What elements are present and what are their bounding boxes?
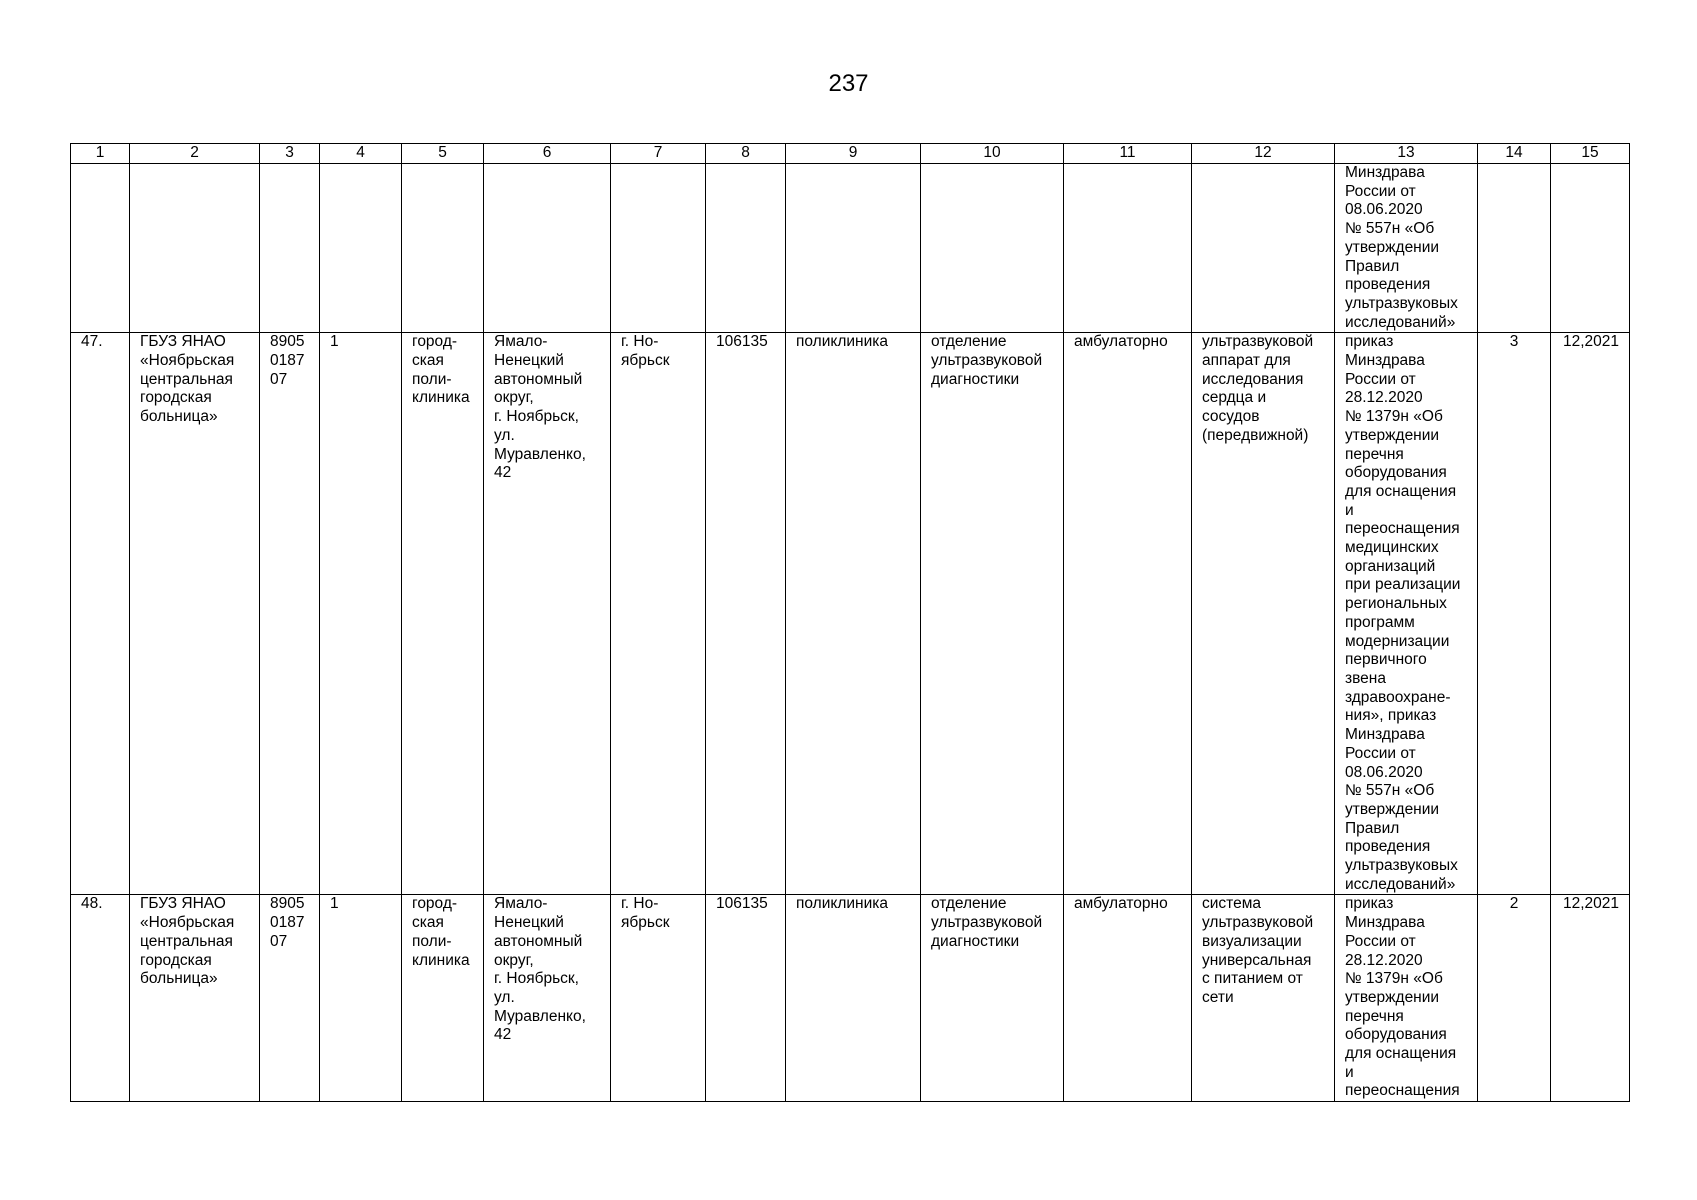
cell-facility-type xyxy=(402,164,484,333)
cell-legal-basis: приказ Минздрава России от 28.12.2020 № 1379н «Об утверждении перечня оборудования для оснащения и переоснащения xyxy=(1335,895,1478,1102)
cell-equipment: система ультразвуковой визуализации универсальная с питанием от сети xyxy=(1192,895,1335,1102)
cell-col4 xyxy=(320,164,402,333)
cell-quantity xyxy=(1478,164,1551,333)
cell-facility-type: город- ская поли- клиника xyxy=(402,333,484,895)
cell-department: отделение ультразвуковой диагностики xyxy=(921,895,1064,1102)
table-header-row xyxy=(71,144,1630,164)
cell-code: 106135 xyxy=(706,333,786,895)
cell-legal-basis: приказ Минздрава России от 28.12.2020 № 1379н «Об утверждении перечня оборудования для оснащения и переоснащения медицинских организаций при реализации региональных программ модернизации первичного звена здравоохране- ния», приказ Минздрава России от 08.06.2020 № 557н «Об утверждении Правил проведения ультразвуковых исследований» xyxy=(1335,333,1478,895)
column-header: 2 xyxy=(130,144,260,164)
cell-address xyxy=(484,164,611,333)
cell-legal-basis: Минздрава России от 08.06.2020 № 557н «Об утверждении Правил проведения ультразвуковых исследований» xyxy=(1335,164,1478,333)
cell-address: Ямало- Ненецкий автономный округ, г. Ноябрьск, ул. Муравленко, 42 xyxy=(484,895,611,1102)
cell-row-number xyxy=(71,164,130,333)
table-row xyxy=(71,895,1630,1102)
column-header: 11 xyxy=(1064,144,1192,164)
column-header: 9 xyxy=(786,144,921,164)
cell-division xyxy=(786,164,921,333)
cell-division: поликлиника xyxy=(786,333,921,895)
cell-equipment xyxy=(1192,164,1335,333)
cell-inn: 8905 0187 07 xyxy=(260,895,320,1102)
cell-facility-type: город- ская поли- клиника xyxy=(402,895,484,1102)
cell-organization: ГБУЗ ЯНАО «Ноябрьская центральная городская больница» xyxy=(130,895,260,1102)
cell-department xyxy=(921,164,1064,333)
column-header: 4 xyxy=(320,144,402,164)
table-row-continuation xyxy=(71,164,1630,333)
cell-col4: 1 xyxy=(320,333,402,895)
cell-organization xyxy=(130,164,260,333)
column-header: 8 xyxy=(706,144,786,164)
column-header: 12 xyxy=(1192,144,1335,164)
page-number: 237 xyxy=(828,70,869,97)
cell-quantity: 3 xyxy=(1478,333,1551,895)
column-header: 1 xyxy=(71,144,130,164)
cell-city: г. Но- ябрьск xyxy=(611,895,706,1102)
cell-address: Ямало- Ненецкий автономный округ, г. Ноябрьск, ул. Муравленко, 42 xyxy=(484,333,611,895)
cell-division: поликлиника xyxy=(786,895,921,1102)
table-row xyxy=(71,333,1630,895)
cell-care-conditions: амбулаторно xyxy=(1064,333,1192,895)
cell-inn: 8905 0187 07 xyxy=(260,333,320,895)
cell-quantity: 2 xyxy=(1478,895,1551,1102)
cell-col4: 1 xyxy=(320,895,402,1102)
column-header: 14 xyxy=(1478,144,1551,164)
column-header: 13 xyxy=(1335,144,1478,164)
column-header: 15 xyxy=(1551,144,1630,164)
cell-date: 12,2021 xyxy=(1551,895,1630,1102)
cell-row-number: 48. xyxy=(71,895,130,1102)
cell-code: 106135 xyxy=(706,895,786,1102)
cell-code xyxy=(706,164,786,333)
cell-care-conditions xyxy=(1064,164,1192,333)
cell-care-conditions: амбулаторно xyxy=(1064,895,1192,1102)
cell-city: г. Но- ябрьск xyxy=(611,333,706,895)
cell-inn xyxy=(260,164,320,333)
column-header: 7 xyxy=(611,144,706,164)
cell-organization: ГБУЗ ЯНАО «Ноябрьская центральная городская больница» xyxy=(130,333,260,895)
cell-date: 12,2021 xyxy=(1551,333,1630,895)
cell-department: отделение ультразвуковой диагностики xyxy=(921,333,1064,895)
column-header: 6 xyxy=(484,144,611,164)
column-header: 5 xyxy=(402,144,484,164)
cell-equipment: ультразвуковой аппарат для исследования сердца и сосудов (передвижной) xyxy=(1192,333,1335,895)
column-header: 3 xyxy=(260,144,320,164)
equipment-table xyxy=(70,143,1630,1102)
cell-city xyxy=(611,164,706,333)
cell-date xyxy=(1551,164,1630,333)
column-header: 10 xyxy=(921,144,1064,164)
cell-row-number: 47. xyxy=(71,333,130,895)
